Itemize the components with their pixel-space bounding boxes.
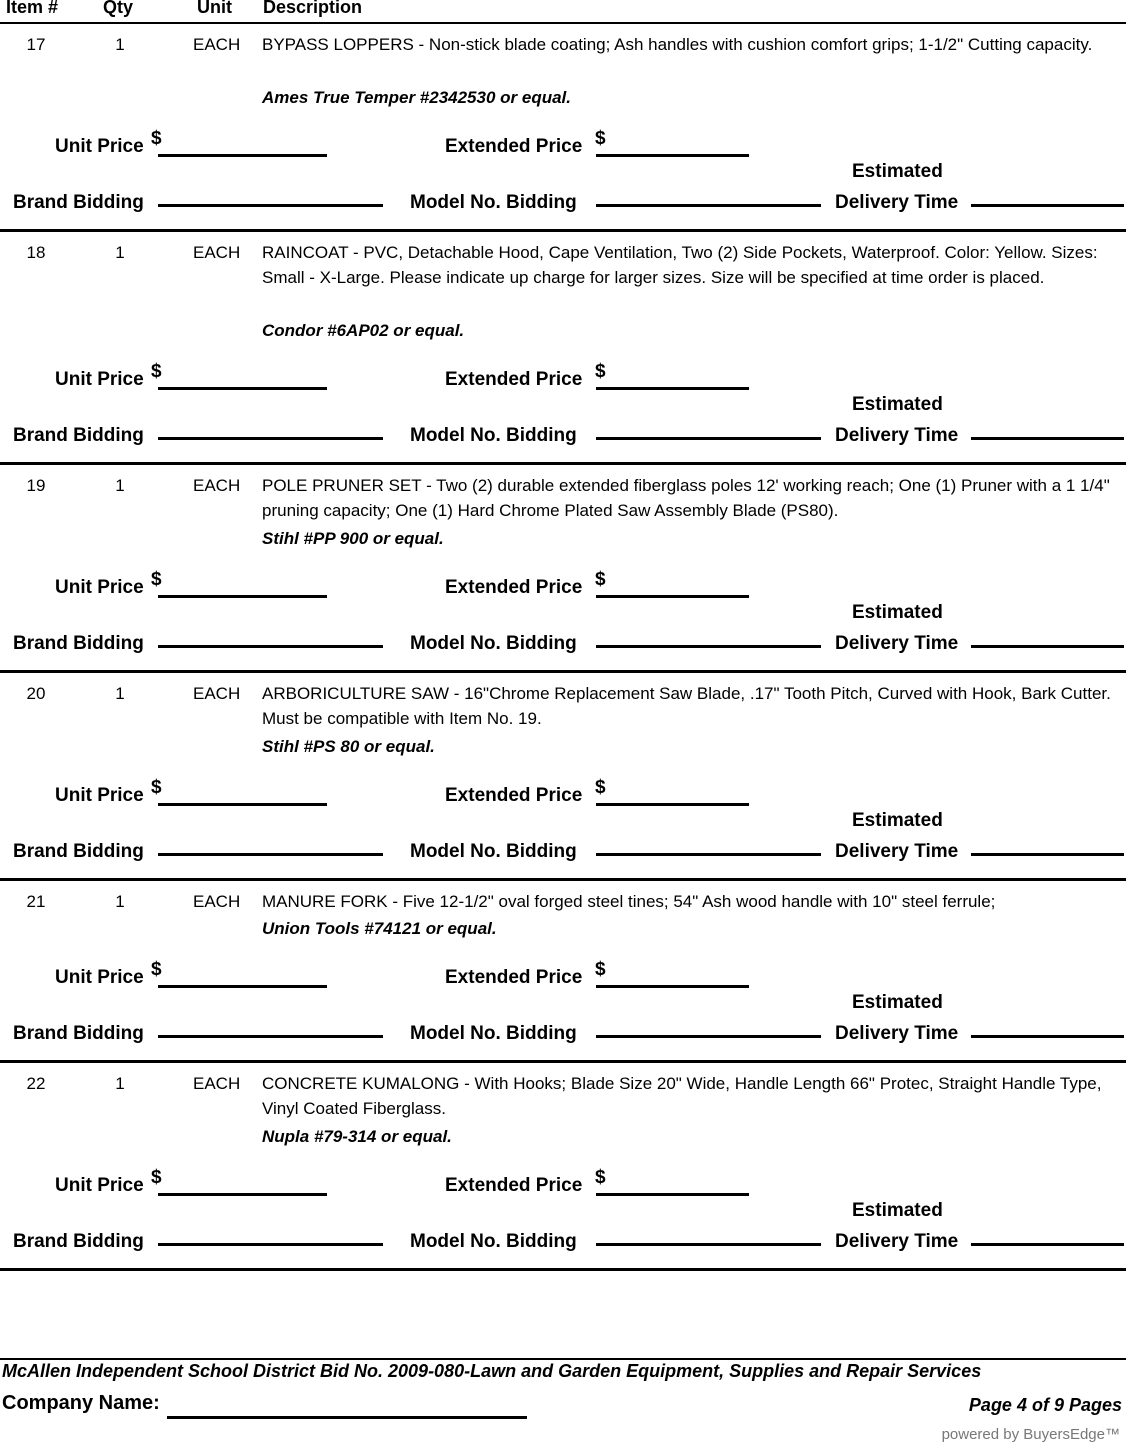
extended-price-input[interactable] [596,985,749,988]
unit-price-currency: $ [151,569,162,590]
model-bidding-input[interactable] [596,1035,821,1038]
unit-price-input[interactable] [158,595,327,598]
estimated-label: Estimated [852,602,943,623]
brand-bidding-input[interactable] [158,1243,383,1246]
item-separator [0,878,1126,881]
page-number: Page 4 of 9 Pages [968,1395,1122,1415]
item-number: 19 [26,476,46,495]
item-unit: EACH [193,476,241,495]
extended-price-input[interactable] [596,154,749,157]
extended-price-input[interactable] [596,595,749,598]
estimated-label: Estimated [852,810,943,831]
brand-bidding-input[interactable] [158,437,383,440]
item-qty: 1 [115,1074,125,1093]
brand-bidding-label: Brand Bidding [13,1231,144,1252]
delivery-time-input[interactable] [971,1243,1124,1246]
item-separator [0,1268,1126,1271]
delivery-time-input[interactable] [971,645,1124,648]
item-model: Stihl #PP 900 or equal. [262,529,444,548]
item-description: CONCRETE KUMALONG - With Hooks; Blade Size 20" Wide, Handle Length 66" Protec, Straight Handle Type, Vinyl Coated Fiberglass. [262,1074,1102,1118]
extended-price-label: Extended Price [445,1175,583,1196]
delivery-time-input[interactable] [971,853,1124,856]
delivery-time-label: Delivery Time [835,192,959,213]
header-unit: Unit [197,0,232,17]
model-bidding-label: Model No. Bidding [410,1023,577,1044]
item-description: BYPASS LOPPERS - Non-stick blade coating; Ash handles with cushion comfort grips; 1-1/2" Cutting capacity. [262,35,1093,54]
item-description: MANURE FORK - Five 12-1/2" oval forged steel tines; 54" Ash wood handle with 10" steel ferrule; [262,892,996,911]
unit-price-currency: $ [151,1167,162,1188]
company-name-label: Company Name: [2,1392,160,1414]
estimated-label: Estimated [852,1200,943,1221]
delivery-time-label: Delivery Time [835,1231,959,1252]
item-model: Union Tools #74121 or equal. [262,919,497,938]
item-unit: EACH [193,684,241,703]
brand-bidding-label: Brand Bidding [13,425,144,446]
extended-price-label: Extended Price [445,785,583,806]
unit-price-currency: $ [151,361,162,382]
delivery-time-input[interactable] [971,1035,1124,1038]
unit-price-label: Unit Price [55,577,144,598]
item-number: 17 [26,35,46,54]
brand-bidding-label: Brand Bidding [13,1023,144,1044]
unit-price-label: Unit Price [55,1175,144,1196]
unit-price-label: Unit Price [55,369,144,390]
unit-price-input[interactable] [158,387,327,390]
item-unit: EACH [193,892,241,911]
footer-title: McAllen Independent School District Bid No. 2009-080-Lawn and Garden Equipment, Supplies and Repair Services [2,1361,982,1381]
estimated-label: Estimated [852,161,943,182]
unit-price-currency: $ [151,128,162,149]
brand-bidding-input[interactable] [158,1035,383,1038]
item-separator [0,462,1126,465]
model-bidding-label: Model No. Bidding [410,841,577,862]
delivery-time-input[interactable] [971,437,1124,440]
unit-price-input[interactable] [158,803,327,806]
unit-price-input[interactable] [158,154,327,157]
item-model: Nupla #79-314 or equal. [262,1127,452,1146]
item-separator [0,670,1126,673]
item-number: 18 [26,243,46,262]
item-qty: 1 [115,35,125,54]
estimated-label: Estimated [852,394,943,415]
company-name-input[interactable] [167,1416,527,1419]
extended-price-currency: $ [595,569,606,590]
model-bidding-input[interactable] [596,437,821,440]
item-qty: 1 [115,684,125,703]
brand-bidding-input[interactable] [158,645,383,648]
item-qty: 1 [115,476,125,495]
delivery-time-label: Delivery Time [835,841,959,862]
brand-bidding-input[interactable] [158,204,383,207]
item-qty: 1 [115,892,125,911]
item-separator [0,1060,1126,1063]
extended-price-label: Extended Price [445,369,583,390]
model-bidding-label: Model No. Bidding [410,192,577,213]
unit-price-label: Unit Price [55,785,144,806]
extended-price-input[interactable] [596,387,749,390]
delivery-time-label: Delivery Time [835,633,959,654]
brand-bidding-label: Brand Bidding [13,841,144,862]
item-model: Stihl #PS 80 or equal. [262,737,435,756]
item-description: POLE PRUNER SET - Two (2) durable extended fiberglass poles 12' working reach; One (1) Pruner with a 1 1/4" pruning capacity; One (1) Hard Chrome Plated Saw Assembly Blade (PS80). [262,476,1110,520]
extended-price-currency: $ [595,128,606,149]
model-bidding-input[interactable] [596,204,821,207]
item-unit: EACH [193,35,241,54]
extended-price-currency: $ [595,777,606,798]
unit-price-currency: $ [151,959,162,980]
header-qty: Qty [103,0,134,17]
delivery-time-input[interactable] [971,204,1124,207]
brand-bidding-label: Brand Bidding [13,633,144,654]
item-number: 22 [26,1074,46,1093]
unit-price-label: Unit Price [55,967,144,988]
item-description: ARBORICULTURE SAW - 16"Chrome Replacement Saw Blade, .17" Tooth Pitch, Curved with Hook, Bark Cutter. Must be compatible with Item No. 19. [262,684,1111,728]
model-bidding-input[interactable] [596,853,821,856]
extended-price-input[interactable] [596,803,749,806]
item-number: 21 [26,892,46,911]
model-bidding-label: Model No. Bidding [410,425,577,446]
header-description: Description [263,0,363,17]
extended-price-currency: $ [595,1167,606,1188]
extended-price-input[interactable] [596,1193,749,1196]
delivery-time-label: Delivery Time [835,425,959,446]
item-model: Condor #6AP02 or equal. [262,321,465,340]
extended-price-currency: $ [595,361,606,382]
item-model: Ames True Temper #2342530 or equal. [262,88,571,107]
extended-price-label: Extended Price [445,577,583,598]
column-header [0,0,1126,24]
item-number: 20 [26,684,46,703]
item-description: RAINCOAT - PVC, Detachable Hood, Cape Ventilation, Two (2) Side Pockets, Waterproof. Color: Yellow. Sizes: Small - X-Large. Please indicate up charge for larger sizes. Size will be specified at time order is placed. [262,243,1098,287]
model-bidding-input[interactable] [596,1243,821,1246]
unit-price-input[interactable] [158,1193,327,1196]
unit-price-input[interactable] [158,985,327,988]
item-unit: EACH [193,243,241,262]
item-qty: 1 [115,243,125,262]
footer-divider [0,1358,1126,1360]
item-unit: EACH [193,1074,241,1093]
model-bidding-input[interactable] [596,645,821,648]
unit-price-label: Unit Price [55,136,144,157]
unit-price-currency: $ [151,777,162,798]
model-bidding-label: Model No. Bidding [410,1231,577,1252]
header-item: Item # [6,0,59,17]
extended-price-label: Extended Price [445,136,583,157]
powered-by: powered by BuyersEdge™ [941,1426,1120,1443]
model-bidding-label: Model No. Bidding [410,633,577,654]
item-separator [0,229,1126,232]
extended-price-currency: $ [595,959,606,980]
brand-bidding-input[interactable] [158,853,383,856]
delivery-time-label: Delivery Time [835,1023,959,1044]
estimated-label: Estimated [852,992,943,1013]
extended-price-label: Extended Price [445,967,583,988]
brand-bidding-label: Brand Bidding [13,192,144,213]
